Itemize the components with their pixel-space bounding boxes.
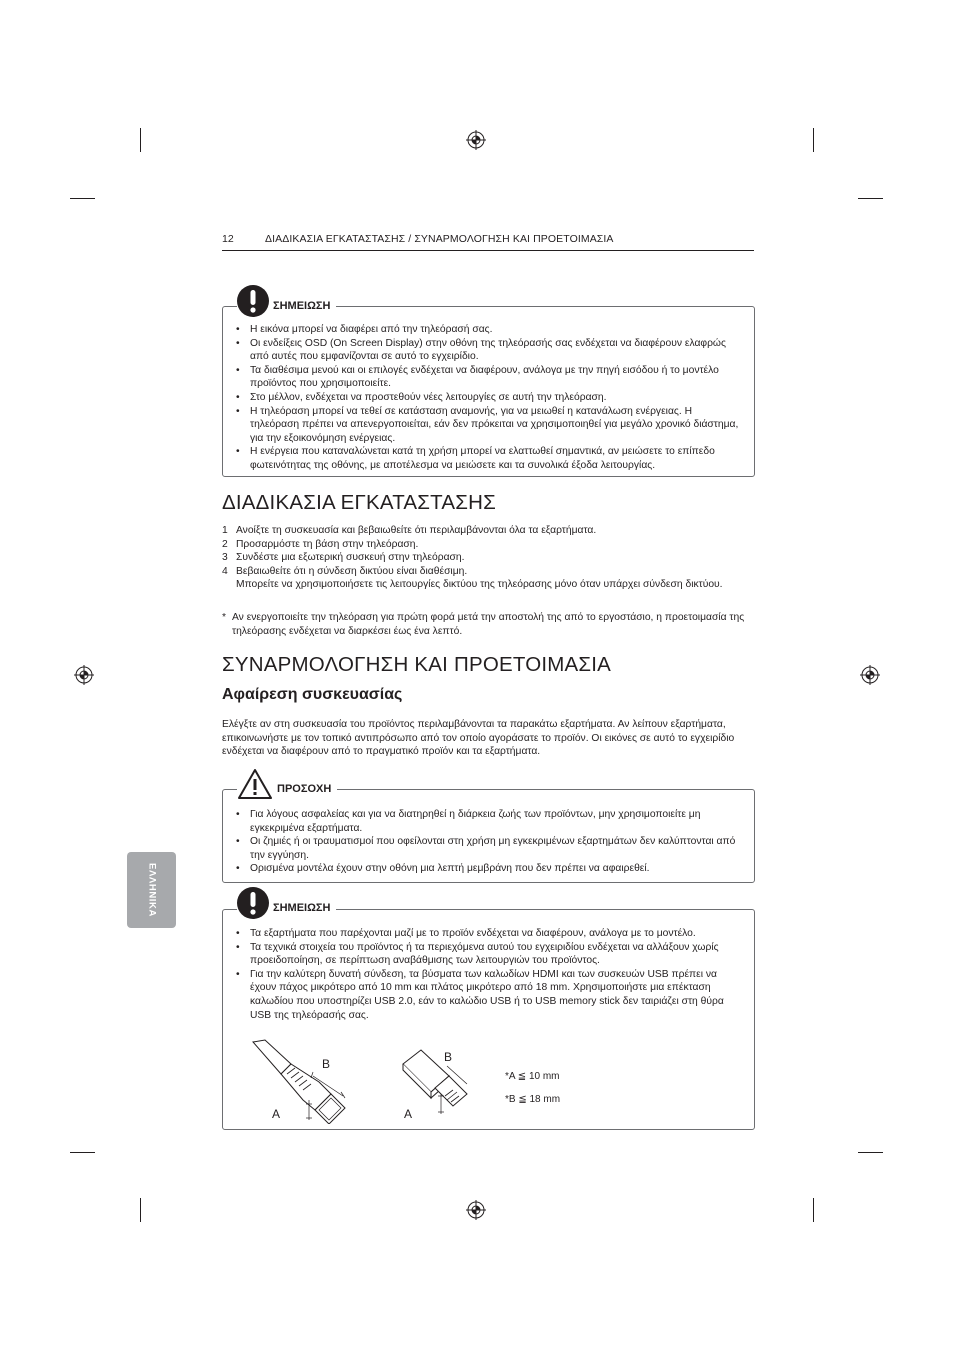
- caution-box: [222, 789, 755, 883]
- step-text: Βεβαιωθείτε ότι η σύνδεση δικτύου είναι διαθέσιμη. Μπορείτε να χρησιμοποιήσετε τις λειτουργίες δικτύου της τηλεόρασης μόνο όταν υπάρχει σύνδεση δικτύου.: [236, 565, 723, 591]
- header-rule: [222, 250, 754, 251]
- list-item: • Η εικόνα μπορεί να διαφέρει από την τηλεόρασή σας.: [236, 323, 744, 337]
- list-item: • Για την καλύτερη δυνατή σύνδεση, τα βύσματα των καλωδίων HDMI και των συσκευών USB πρέπει να έχουν πάχος μικρότερο από 10 mm και πλάτος μικρότερο από 18 mm. Χρησιμοποιήστε μια επέκταση καλωδίου που υποστηρίζει USB 2.0, εάν το καλώδιο USB ή το USB memory stick δεν ταιριάζει στη θύρα USB της τηλεόρασής σας.: [236, 968, 744, 1022]
- list-item: [222, 565, 754, 592]
- list-item: • Ορισμένα μοντέλα έχουν στην οθόνη μια λεπτή μεμβράνη που δεν πρέπει να αφαιρεθεί.: [236, 862, 744, 876]
- list-item: [222, 538, 754, 552]
- list-item: • Τα εξαρτήματα που παρέχονται μαζί με το προϊόν ενδέχεται να διαφέρουν, ανάλογα με το μοντέλο.: [236, 927, 744, 941]
- dimension-label-b: B: [322, 1057, 331, 1071]
- dimension-label-b: B: [444, 1050, 453, 1064]
- list-item: • Η τηλεόραση μπορεί να τεθεί σε κατάσταση αναμονής, για να μειωθεί η κατανάλωση ενέργειας. Η τηλεόραση πρέπει να απενεργοποιείται, εάν δεν πρόκειται να χρησιμοποιηθεί για μεγάλο χρονικό διάστημα, για την εξοικονόμηση ενέργειας.: [236, 405, 744, 446]
- page-number: 12: [222, 233, 234, 245]
- crop-mark: [70, 198, 95, 199]
- footnote: [222, 611, 754, 638]
- crop-mark: [140, 128, 141, 152]
- list-item: • Οι ενδείξεις OSD (On Screen Display) στην οθόνη της τηλεόρασής σας ενδέχεται να διαφέρουν ελαφρώς από αυτές που εμφανίζονται σε αυτό το εγχειρίδιο.: [236, 337, 744, 364]
- list-item: • Τα διαθέσιμα μενού και οι επιλογές ενδέχεται να διαφέρουν, ανάλογα με την πηγή εισόδου ή το μοντέλο προϊόντος που χρησιμοποιείτε.: [236, 364, 744, 391]
- running-header: ΔΙΑΔΙΚΑΣΙΑ ΕΓΚΑΤΑΣΤΑΣΗΣ / ΣΥΝΑΡΜΟΛΟΓΗΣΗ ΚΑΙ ΠΡΟΕΤΟΙΜΑΣΙΑ: [265, 233, 614, 245]
- list-item: • Η ενέργεια που καταναλώνεται κατά τη χρήση μπορεί να ελαττωθεί σημαντικά, αν μειώσετε το επίπεδο φωτεινότητας της οθόνης, με αποτέλεσμα να μειώσετε και τα συνολικά έξοδα λειτουργίας.: [236, 445, 744, 472]
- registration-mark-icon: [860, 665, 880, 685]
- language-tab-label: ΕΛΛΗΝΙΚΑ: [146, 863, 157, 917]
- list-item: • Στο μέλλον, ενδέχεται να προστεθούν νέες λειτουργίες σε αυτή την τηλεόραση.: [236, 391, 744, 405]
- list-item: • Για λόγους ασφαλείας και για να διατηρηθεί η διάρκεια ζωής των προϊόντων, μην χρησιμοποιείτε μη εγκεκριμένα εξαρτήματα.: [236, 808, 744, 835]
- registration-mark-icon: [466, 1200, 486, 1220]
- install-steps: [222, 524, 754, 592]
- dimension-b-spec: *B ≦ 18 mm: [505, 1094, 561, 1105]
- note-header: [237, 887, 336, 919]
- crop-mark: [70, 1152, 95, 1153]
- crop-mark: [858, 1152, 883, 1153]
- footnote-mark: *: [222, 612, 227, 623]
- exclamation-icon: [237, 887, 269, 919]
- step-extra: Μπορείτε να χρησιμοποιήσετε τις λειτουργίες δικτύου της τηλεόρασης μόνο όταν υπάρχει σύνδεση δικτύου.: [236, 579, 723, 591]
- dimension-label-a: A: [272, 1107, 281, 1121]
- note-list: [236, 323, 744, 473]
- step-number: 1: [222, 525, 228, 536]
- list-item: • Οι ζημιές ή οι τραυματισμοί που οφείλονται στη χρήση μη εγκεκριμένων εξαρτημάτων δεν καλύπτονται από την εγγύηση.: [236, 835, 744, 862]
- note-label: ΣΗΜΕΙΩΣΗ: [273, 300, 331, 312]
- step-text: Συνδέστε μια εξωτερική συσκευή στην τηλεόραση.: [236, 552, 465, 564]
- note-header: [237, 285, 336, 317]
- box-header-line: [345, 789, 735, 790]
- box-header-line: [355, 909, 735, 910]
- dimension-a-spec: *A ≦ 10 mm: [505, 1071, 560, 1082]
- list-item: • Τα τεχνικά στοιχεία του προϊόντος ή τα περιεχόμενα αυτού του εγχειριδίου ενδέχεται να αλλάξουν χωρίς προειδοποίηση, σε περίπτωση αναβάθμισης των λειτουργιών του προϊόντος.: [236, 941, 744, 968]
- hdmi-plug-illustration: [247, 1038, 367, 1124]
- step-text: Προσαρμόστε τη βάση στην τηλεόραση.: [236, 538, 419, 550]
- crop-mark: [140, 1198, 141, 1222]
- warning-triangle-icon: [237, 768, 273, 800]
- caution-list: [236, 808, 744, 876]
- step-text: Ανοίξτε τη συσκευασία και βεβαιωθείτε ότι περιλαμβάνονται όλα τα εξαρτήματα.: [236, 525, 597, 536]
- step-number: 2: [222, 538, 228, 550]
- note-box: [222, 909, 755, 1130]
- box-header-line: [355, 306, 735, 307]
- note-list: [236, 927, 744, 1022]
- step-number: 4: [222, 565, 228, 577]
- dimension-label-a: A: [404, 1107, 413, 1121]
- footnote-text: Αν ενεργοποιείτε την τηλεόραση για πρώτη φορά μετά την αποστολή της από το εργοστάσιο, η προετοιμασία της τηλεόρασης ενδέχεται να διαρκέσει έως ένα λεπτό.: [232, 612, 745, 637]
- list-item: [222, 524, 754, 538]
- section-title: ΣΥΝΑΡΜΟΛΟΓΗΣΗ ΚΑΙ ΠΡΟΕΤΟΙΜΑΣΙΑ: [222, 653, 612, 676]
- intro-paragraph: Ελέγξτε αν στη συσκευασία του προϊόντος περιλαμβάνονται τα παρακάτω εξαρτήματα. Αν λείπουν εξαρτήματα, επικοινωνήστε με τον τοπικό αντιπρόσωπο από τον οποίο αγοράσατε το προϊόν. Οι εικόνες σε αυτό το εγχειρίδιο ενδέχεται να διαφέρουν από το πραγματικό προϊόν και τα εξαρτήματα.: [222, 719, 735, 758]
- exclamation-icon: [237, 285, 269, 317]
- note-label: ΣΗΜΕΙΩΣΗ: [273, 902, 331, 914]
- section-title: ΔΙΑΔΙΚΑΣΙΑ ΕΓΚΑΤΑΣΤΑΣΗΣ: [222, 491, 496, 514]
- language-tab: [127, 852, 176, 928]
- crop-mark: [813, 128, 814, 152]
- registration-mark-icon: [74, 665, 94, 685]
- subsection-title: Αφαίρεση συσκευασίας: [222, 686, 403, 703]
- caution-label: ΠΡΟΣΟΧΗ: [277, 783, 332, 795]
- note-box: [222, 306, 755, 477]
- crop-mark: [858, 198, 883, 199]
- step-number: 3: [222, 552, 228, 564]
- list-item: [222, 551, 754, 565]
- registration-mark-icon: [466, 130, 486, 150]
- crop-mark: [813, 1198, 814, 1222]
- caution-header: [237, 768, 337, 800]
